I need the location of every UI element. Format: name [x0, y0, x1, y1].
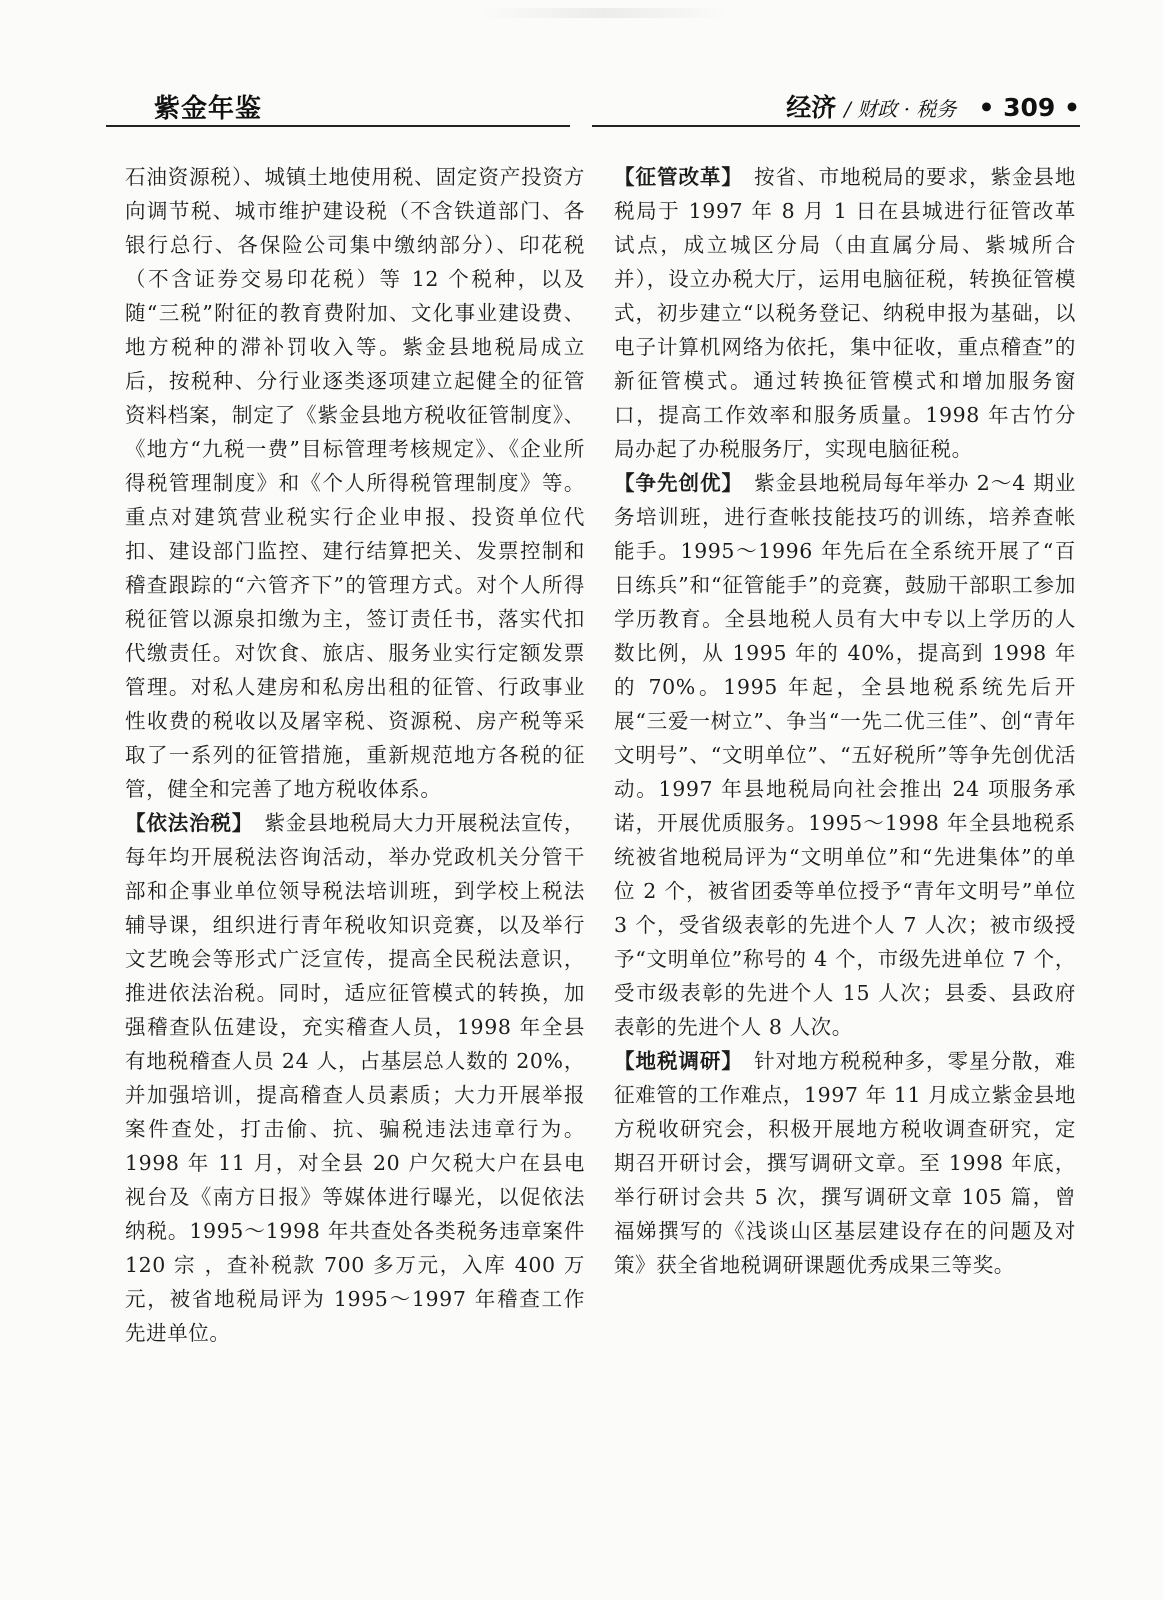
section-heading [786, 88, 1080, 124]
page-header [106, 86, 1080, 130]
section-tag: 【地税调研】 [614, 1049, 733, 1073]
header-rule-right [592, 125, 1080, 127]
section-tag: 【争先创优】 [614, 471, 733, 495]
section-body: 紫金县地税局大力开展税法宣传，每年均开展税法咨询活动，举办党政机关分管干部和企事业单位领导税法培训班，到学校上税法辅导课，组织进行青年税收知识竞赛，以及举行文艺晚会等形式广泛宣传，提高全民税法意识，推进依法治税。同时，适应征管模式的转换，加强稽查队伍建设，充实稽查人员，1998 年全县有地税稽查人员 24 人，占基层总人数的 20%，并加强培训，提高稽查人员素质；大力开展举报案件查处，打击偷、抗、骗税违法违章行为。1998 年 11 月，对全县 20 户欠税大户在县电视台及《南方日报》等媒体进行曝光，以促依法纳税。1995～1998 年共查处各类税务违章案件 120 宗 ，查补税款 700 多万元，入库 400 万元，被省地税局评为 1995～1997 年稽查工作先进单位。 [125, 811, 585, 1345]
section-reform [614, 160, 1076, 466]
section-body: 紫金县地税局每年举办 2～4 期业务培训班，进行查帐技能技巧的训练，培养查帐能手。1995～1996 年先后在全系统开展了“百日练兵”和“征管能手”的竞赛，鼓励干部职工参加学历教育。全县地税人员有大中专以上学历的人数比例，从 1995 年的 40%，提高到 1998 年的 70%。1995 年起，全县地税系统先后开展“三爱一树立”、争当“一先二优三佳”、创“青年文明号”、“文明单位”、“五好税所”等争先创优活动。1997 年县地税局向社会推出 24 项服务承诺，开展优质服务。1995～1998 年全县地税系统被省地税局评为“文明单位”和“先进集体”的单位 2 个，被省团委等单位授予“青年文明号”单位 3 个，受省级表彰的先进个人 7 人次；被市级授予“文明单位”称号的 4 个，市级先进单位 7 个，受市级表彰的先进个人 15 人次；县委、县政府表彰的先进个人 8 人次。 [614, 471, 1076, 1039]
section-excellence [614, 466, 1076, 1044]
section-research [614, 1044, 1076, 1282]
section-tag: 【征管改革】 [614, 165, 733, 189]
left-column [125, 160, 585, 1350]
book-title: 紫金年鉴 [154, 94, 263, 124]
section-body: 按省、市地税局的要求，紫金县地税局于 1997 年 8 月 1 日在县城进行征管改革试点，成立城区分局（由直属分局、紫城所合并），设立办税大厅，运用电脑征税，转换征管模式，初步建立“以税务登记、纳税申报为基础，以电子计算机网络为依托，集中征收，重点稽查”的新征管模式。通过转换征管模式和增加服务窗口，提高工作效率和服务质量。1998 年古竹分局办起了办税服务厅，实现电脑征税。 [614, 165, 1076, 461]
section-rule-of-law [125, 806, 585, 1350]
page-number: • 309 • [978, 93, 1080, 122]
section-tag: 【依法治税】 [125, 811, 244, 835]
scan-artifact [480, 8, 730, 18]
section-sub: / 财政 · 税务 [844, 97, 957, 121]
continued-paragraph: 石油资源税）、城镇土地使用税、固定资产投资方向调节税、城市维护建设税（不含铁道部门、各银行总行、各保险公司集中缴纳部分）、印花税（不含证券交易印花税）等 12 个税种，以及随“三税”附征的教育费附加、文化事业建设费、地方税种的滞补罚收入等。紫金县地税局成立后，按税种、分行业逐类逐项建立起健全的征管资料档案，制定了《紫金县地方税收征管制度》、《地方“九税一费”目标管理考核规定》、《企业所得税管理制度》和《个人所得税管理制度》等。重点对建筑营业税实行企业申报、投资单位代扣、建设部门监控、建行结算把关、发票控制和稽查跟踪的“六管齐下”的管理方式。对个人所得税征管以源泉扣缴为主，签订责任书，落实代扣代缴责任。对饮食、旅店、服务业实行定额发票管理。对私人建房和私房出租的征管、行政事业性收费的税收以及屠宰税、资源税、房产税等采取了一系列的征管措施，重新规范地方各税的征管，健全和完善了地方税收体系。 [125, 165, 585, 801]
header-rule-left [106, 125, 570, 127]
section-main: 经济 [786, 93, 837, 122]
right-column [614, 160, 1076, 1282]
section-body: 针对地方税税种多，零星分散，难征难管的工作难点，1997 年 11 月成立紫金县地方税收研究会，积极开展地方税收调查研究，定期召开研讨会，撰写调研文章。至 1998 年底，举行研讨会共 5 次，撰写调研文章 105 篇，曾福娣撰写的《浅谈山区基层建设存在的问题及对策》获全省地税调研课题优秀成果三等奖。 [614, 1049, 1076, 1277]
